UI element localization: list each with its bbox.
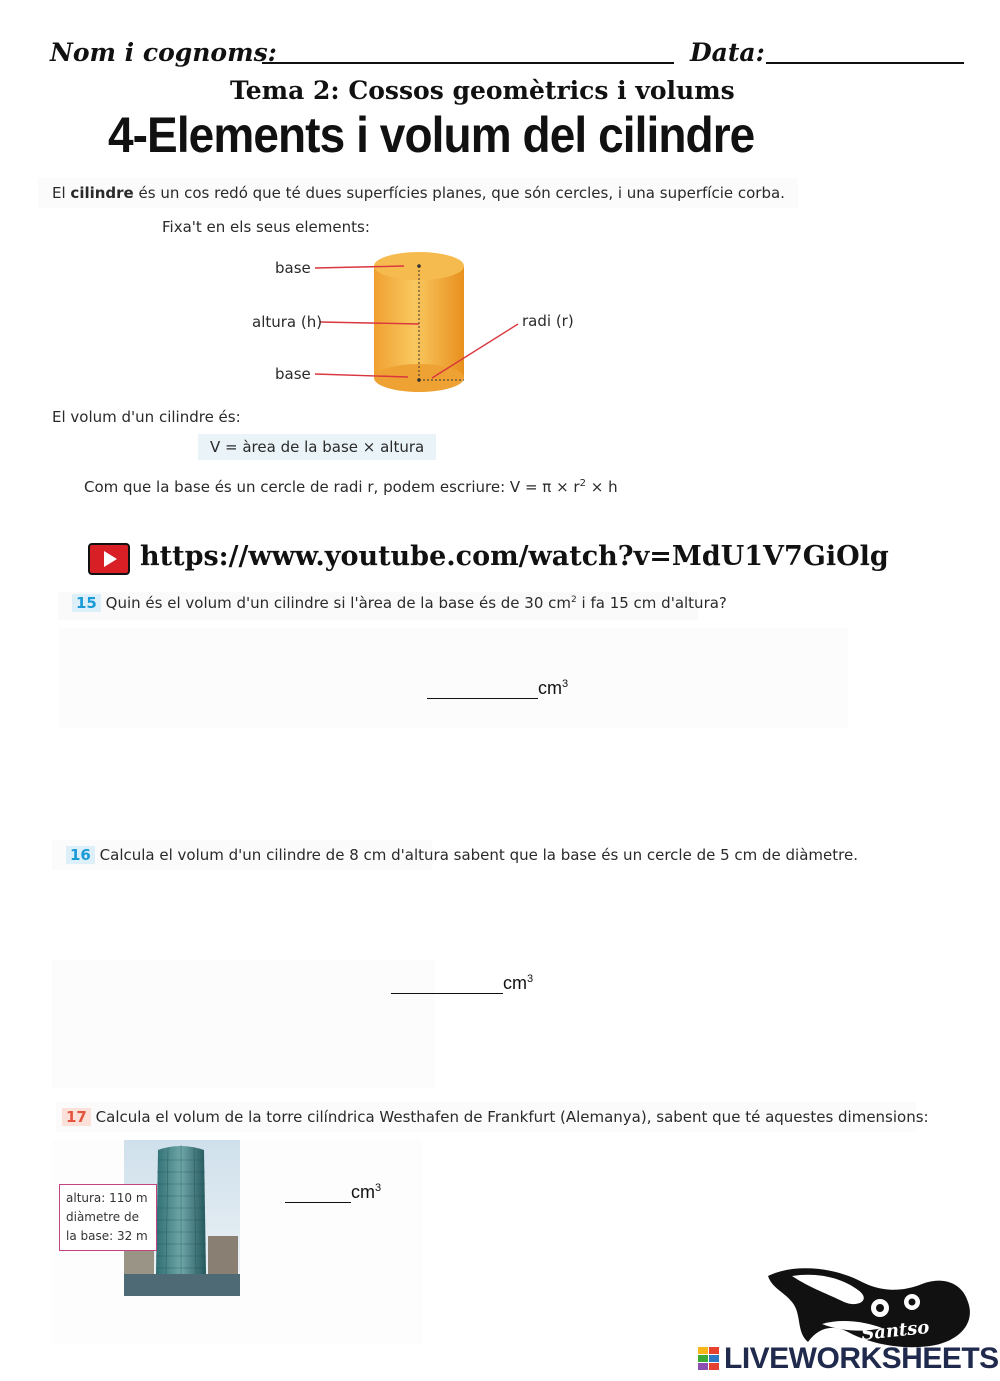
date-label: Data: (690, 38, 765, 67)
liveworksheets-brand: LIVEWORKSHEETS (724, 1342, 999, 1375)
exercise-16-unit-exp: 3 (527, 973, 534, 985)
label-height: altura (h) (252, 313, 323, 331)
liveworksheets-icon (698, 1347, 720, 1371)
page-title: 4-Elements i volum del cilindre (108, 107, 755, 163)
exercise-16-unit: cm (503, 973, 527, 993)
volume-note (84, 478, 618, 496)
label-base-bottom: base (275, 365, 311, 383)
topic-heading: Tema 2: Cossos geomètrics i volums (230, 76, 735, 105)
date-field-line[interactable] (766, 62, 964, 64)
tower-dimensions-box (59, 1184, 157, 1251)
intro-prefix: El (52, 184, 71, 202)
exercise-15-answer (427, 678, 568, 699)
exercise-16-answer-field[interactable] (391, 975, 503, 994)
exercise-15-question (72, 594, 727, 612)
tower-dim-height: altura: 110 m (66, 1191, 148, 1205)
volume-note-suffix: × h (585, 478, 618, 496)
volume-intro: El volum d'un cilindre és: (52, 408, 241, 426)
intro-text (52, 184, 785, 202)
figure-caption: Fixa't en els seus elements: (162, 218, 370, 236)
intro-rest: és un cos redó que té dues superfícies planes, que són cercles, i una superfície corba. (133, 184, 785, 202)
exercise-15-unit: cm (538, 678, 562, 698)
name-field-line[interactable] (262, 62, 674, 64)
video-link[interactable]: https://www.youtube.com/watch?v=MdU1V7GiOlg (140, 541, 889, 572)
exercise-15-answer-field[interactable] (427, 680, 538, 699)
intro-bold-word: cilindre (70, 184, 134, 202)
exercise-17-unit-exp: 3 (375, 1182, 382, 1194)
exercise-15-text-exp: 2 (571, 595, 577, 605)
volume-note-prefix: Com que la base és un cercle de radi r, podem escriure: V = π × r (84, 478, 580, 496)
exercise-16-question (66, 846, 858, 864)
exercise-15-unit-exp: 3 (562, 678, 569, 690)
exercise-15-text-a: Quin és el volum d'un cilindre si l'àrea de la base és de 30 cm (105, 594, 572, 612)
exercise-15-number: 15 (72, 594, 101, 612)
exercise-16-work-area (52, 960, 434, 1088)
exercise-16-text: Calcula el volum d'un cilindre de 8 cm d'altura sabent que la base és un cercle de 5 cm de diàmetre. (99, 846, 858, 864)
label-base-top: base (275, 259, 311, 277)
exercise-16-number: 16 (66, 846, 95, 864)
volume-note-exp: 2 (579, 478, 586, 489)
volume-formula: V = àrea de la base × altura (198, 434, 436, 460)
exercise-16-answer (391, 973, 533, 994)
exercise-17-text: Calcula el volum de la torre cilíndrica Westhafen de Frankfurt (Alemanya), sabent que té aquestes dimensions: (95, 1108, 929, 1126)
tower-dim-diameter-value: la base: 32 m (66, 1229, 148, 1243)
signature-logo (762, 1262, 980, 1350)
label-radius: radi (r) (522, 312, 574, 330)
exercise-17-answer-field[interactable] (285, 1184, 351, 1203)
tower-dim-diameter-label: diàmetre de (66, 1210, 139, 1224)
exercise-15-text-b: i fa 15 cm d'altura? (576, 594, 727, 612)
exercise-17-question (62, 1108, 929, 1126)
signature-text: Santso (860, 1316, 931, 1345)
exercise-17-unit: cm (351, 1182, 375, 1202)
exercise-17-answer (285, 1182, 381, 1203)
youtube-play-icon[interactable] (88, 543, 130, 575)
name-label: Nom i cognoms: (50, 38, 277, 67)
exercise-17-number: 17 (62, 1108, 91, 1126)
